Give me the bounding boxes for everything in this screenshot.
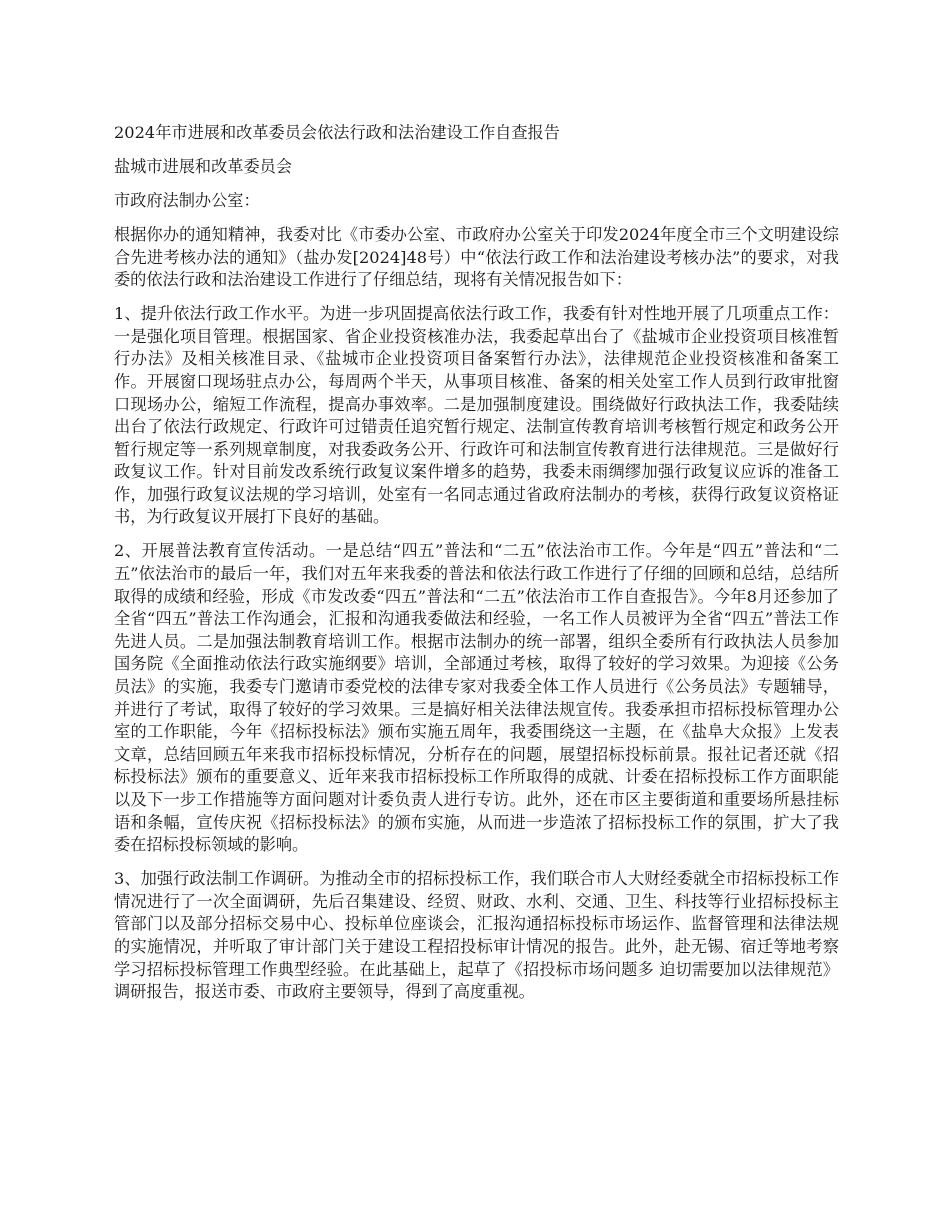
document-title: 2024年市进展和改革委员会依法行政和法治建设工作自查报告: [114, 123, 560, 142]
document-author: 盐城市进展和改革委员会: [114, 156, 293, 176]
paragraph-section-2: 2、开展普法教育宣传活动。一是总结“四五”普法和“二五”依法治市工作。今年是“四五”普法和“二五”依法治市的最后一年，我们对五年来我委的普法和依法行政工作进行了仔细的回顾和总结，总结所取得的成绩和经验，形成《市发改委“四五”普法和“二五”依法治市工作自查报告》。今年8月还参加了全省“四五”普法工作沟通会，汇报和沟通我委做法和经验，一名工作人员被评为全省“四五”普法工作先进人员。二是加强法制教育培训工作。根据市法制办的统一部署，组织全委所有行政执法人员参加国务院《全面推动依法行政实施纲要》培训，全部通过考核，取得了较好的学习效果。为迎接《公务员法》的实施，我委专门邀请市委党校的法律专家对我委全体工作人员进行《公务员法》专题辅导，并进行了考试，取得了较好的学习效果。三是搞好相关法律法规宣传。我委承担市招标投标管理办公室的工作职能，今年《招标投标法》颁布实施五周年，我委围绕这一主题，在《盐阜大众报》上发表文章，总结回顾五年来我市招标投标情况，分析存在的问题，展望招标投标前景。报社记者还就《招标投标法》颁布的重要意义、近年来我市招标投标工作所取得的成就、计委在招标投标工作方面职能以及下一步工作措施等方面问题对计委负责人进行专访。此外，还在市区主要街道和重要场所悬挂标语和条幅，宣传庆祝《招标投标法》的颁布实施，从而进一步造浓了招标投标工作的氛围，扩大了我委在招标投标领域的影响。: [114, 541, 839, 855]
paragraph-section-3: 3、加强行政法制工作调研。为推动全市的招标投标工作，我们联合市人大财经委就全市招标投标工作情况进行了一次全面调研，先后召集建设、经贸、财政、水利、交通、卫生、科技等行业招标投标主管部门以及部分招标交易中心、投标单位座谈会，汇报沟通招标投标市场运作、监督管理和法律法规的实施情况，并听取了审计部门关于建设工程招投标审计情况的报告。此外，赴无锡、宿迁等地考察学习招标投标管理工作典型经验。在此基础上，起草了《招投标市场问题多 迫切需要加以法律规范》调研报告，报送市委、市政府主要领导，得到了高度重视。: [114, 869, 839, 1002]
document-salutation: 市政府法制办公室：: [114, 190, 260, 210]
document-body: [114, 122, 839, 1015]
paragraph-intro: 根据你办的通知精神，我委对比《市委办公室、市政府办公室关于印发2024年度全市三个文明建设综合先进考核办法的通知》（盐办发[2024]48号）中“依法行政工作和法治建设考核办法”的要求，对我委的依法行政和法治建设工作进行了仔细总结，现将有关情况报告如下：: [114, 224, 839, 290]
paragraph-section-1: 1、提升依法行政工作水平。为进一步巩固提高依法行政工作，我委有针对性地开展了几项重点工作：一是强化项目管理。根据国家、省企业投资核准办法，我委起草出台了《盐城市企业投资项目核准暂行办法》及相关核准目录、《盐城市企业投资项目备案暂行办法》，法律规范企业投资核准和备案工作。开展窗口现场驻点办公，每周两个半天，从事项目核准、备案的相关处室工作人员到行政审批窗口现场办公，缩短工作流程，提高办事效率。二是加强制度建设。围绕做好行政执法工作，我委陆续出台了依法行政规定、行政许可过错责任追究暂行规定、法制宣传教育培训考核暂行规定和政务公开暂行规定等一系列规章制度，对我委政务公开、行政许可和法制宣传教育进行法律规范。三是做好行政复议工作。针对目前发改系统行政复议案件增多的趋势，我委未雨绸缪加强行政复议应诉的准备工作，加强行政复议法规的学习培训，处室有一名同志通过省政府法制办的考核，获得行政复议资格证书，为行政复议开展打下良好的基础。: [114, 304, 839, 527]
